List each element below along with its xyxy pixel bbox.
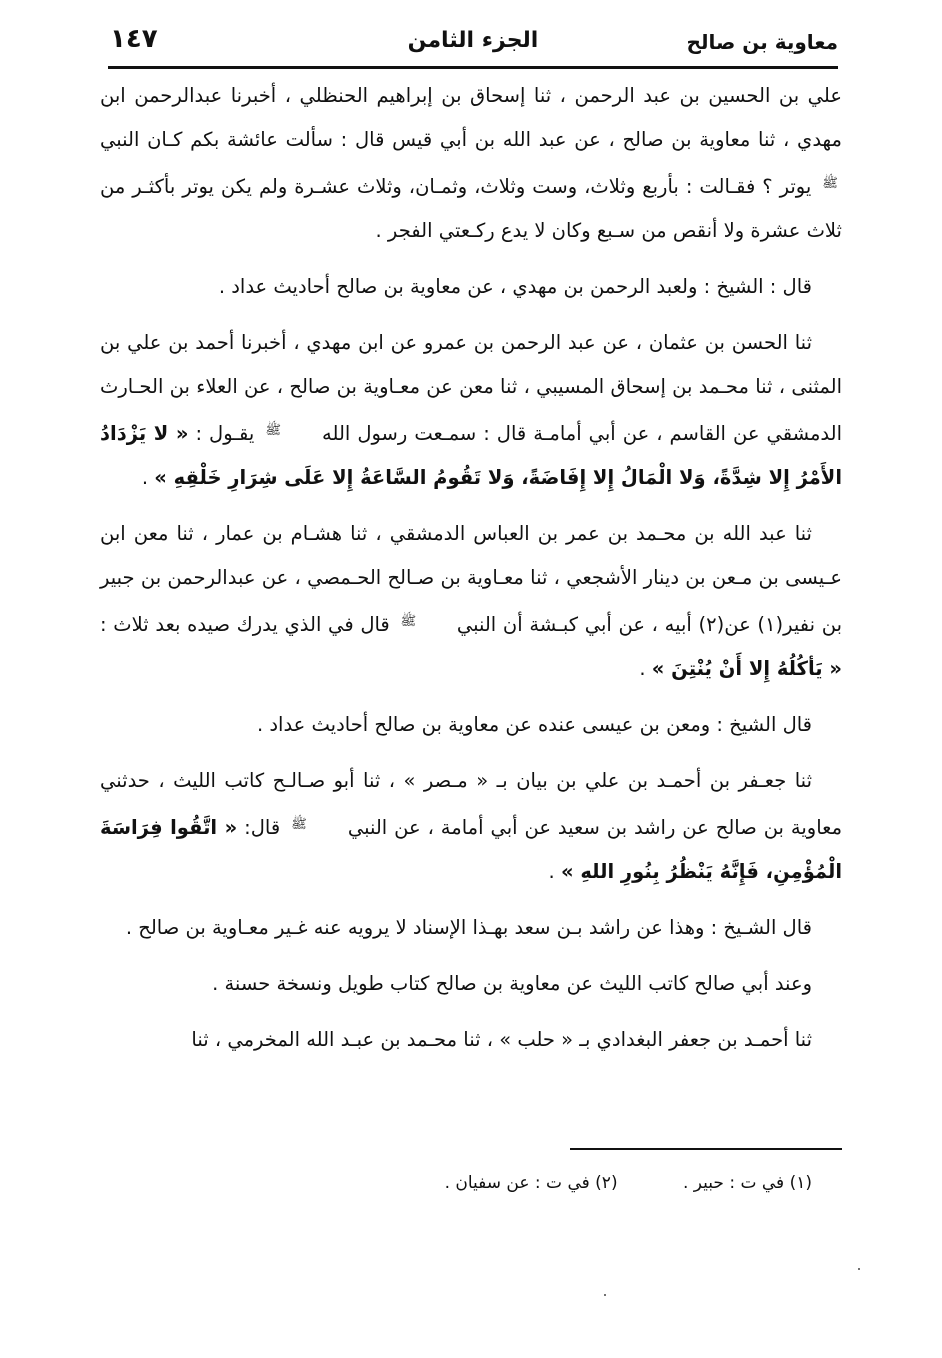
footnotes xyxy=(252,1168,812,1198)
paragraph-8: وعند أبي صالح كاتب الليث عن معاوية بن صالح كتاب طويل ونسخة حسنة . xyxy=(212,972,812,995)
paragraph-4-text-a: ثنا عبد الله بن محـمد بن عمر بن العباس الدمشقي ، ثنا هشـام بن عمار ، ثنا معن ابن عـيسى بن مـعن بن دينار الأشجعي ، ثنا معـاوية بن صـالح الحـمصي ، عن عبدالرحمن بن جبير بن نفير(١) عن(٢) أبيه ، عن أبي كبـشة أن النبي xyxy=(100,522,842,636)
paragraph-3-text-b: يقـول : xyxy=(195,422,255,445)
paragraph-7: قال الشـيخ : وهذا عن راشد بـن سعد بهـذا الإسناد لا يرويه عنه غـير معـاوية بن صالح . xyxy=(125,916,812,939)
paragraph-4-text-c: . xyxy=(639,657,646,680)
pbuh-honorific-icon: ﷺ xyxy=(400,614,417,629)
scan-speck xyxy=(858,1268,860,1270)
hadith-quote: « يَأكُلُهُ إِلا أَنْ يُنْتِنَ » xyxy=(651,657,842,680)
hadith-quote: « لا يَزْدَادُ الأَمْرُ إِلا شِدَّةً، وَلا الْمَالُ إِلا إِفَاضَةً، وَلا تَقُومُ السَّاعَةُ إِلا عَلَى شِرَارِ خَلْقِهِ » xyxy=(100,422,842,489)
footnote-1: (١) في ت : حبير . xyxy=(682,1173,812,1193)
part-title: الجزء الثامن xyxy=(407,28,539,53)
paragraph-1-text-b: يوتر ؟ فقـالت : بأربع وثلاث، وست وثلاث، وثمـان، وثلاث عشـرة ولم يكن يوتر بأكثـر من ثلاث عشرة ولا أنقص من سـبع وكان لا يدع ركـعتي الفجر . xyxy=(100,175,842,242)
paragraph-6 xyxy=(100,759,842,894)
paragraph-4 xyxy=(100,512,842,691)
page-number: ١٤٧ xyxy=(110,24,158,54)
scan-speck xyxy=(604,1294,606,1296)
section-title: معاوية بن صالح xyxy=(686,30,838,54)
paragraph-9: ثنا أحمـد بن جعفر البغدادي بـ « حلب » ، ثنا محـمد بن عبـد الله المخرمي ، ثنا xyxy=(191,1028,812,1051)
pbuh-honorific-icon: ﷺ xyxy=(291,817,307,832)
paragraph-2: قال : الشيخ : ولعبد الرحمن بن مهدي ، عن معاوية بن صالح أحاديث عداد . xyxy=(218,275,812,298)
page-header xyxy=(108,22,838,64)
footnote-rule xyxy=(570,1148,842,1150)
paragraph-3 xyxy=(100,321,842,500)
body-text xyxy=(100,74,842,1074)
paragraph-6-text-a: ثنا جعـفر بن أحمـد بن علي بن بيان بـ « مـصر » ، ثنا أبو صـالـح كاتب الليث ، حدثني معاوية بن صالح عن راشد بن سعيد عن أبي أمامة ، عن النبي xyxy=(100,769,843,839)
header-rule xyxy=(108,66,838,69)
pbuh-honorific-icon: ﷺ xyxy=(265,423,282,438)
footnote-2: (٢) في ت : عن سفيان . xyxy=(444,1173,618,1193)
paragraph-3-text-c: . xyxy=(141,466,149,489)
paragraph-1 xyxy=(100,74,842,253)
paragraph-3-text-a: ثنا الحسن بن عثمان ، عن عبد الرحمن بن عمرو عن ابن مهدي ، أخبرنا أحمد بن علي بن المثنى ، ثنا محـمد بن إسحاق المسيبي ، ثنا معن عن معـاوية بن صالح ، عن العلاء بن الحـارث الدمشقي عن القاسم ، عن أبي أمامـة قال : سمـعت رسول الله xyxy=(100,331,843,445)
hadith-quote: « اتَّقُوا فِرَاسَةَ الْمُؤْمِنِ، فَإِنَّهُ يَنْظُرُ بِنُورِ اللهِ » xyxy=(100,816,842,883)
paragraph-4-text-b: قال في الذي يدرك صيده بعد ثلاث : xyxy=(100,613,390,636)
paragraph-6-text-c: . xyxy=(548,860,555,883)
pbuh-honorific-icon: ﷺ xyxy=(822,176,838,191)
paragraph-6-text-b: قال: xyxy=(244,816,281,839)
paragraph-1-text-a: علي بن الحسين بن عبد الرحمن ، ثنا إسحاق بن إبراهيم الحنظلي ، أخبرنا عبدالرحمن ابن مهدي ، ثنا معاوية بن صالح ، عن عبد الله بن أبي قيس قال : سألت عائشة بكم كـان النبي xyxy=(100,84,842,151)
paragraph-5: قال الشيخ : ومعن بن عيسى عنده عن معاوية بن صالح أحاديث عداد . xyxy=(256,713,812,736)
